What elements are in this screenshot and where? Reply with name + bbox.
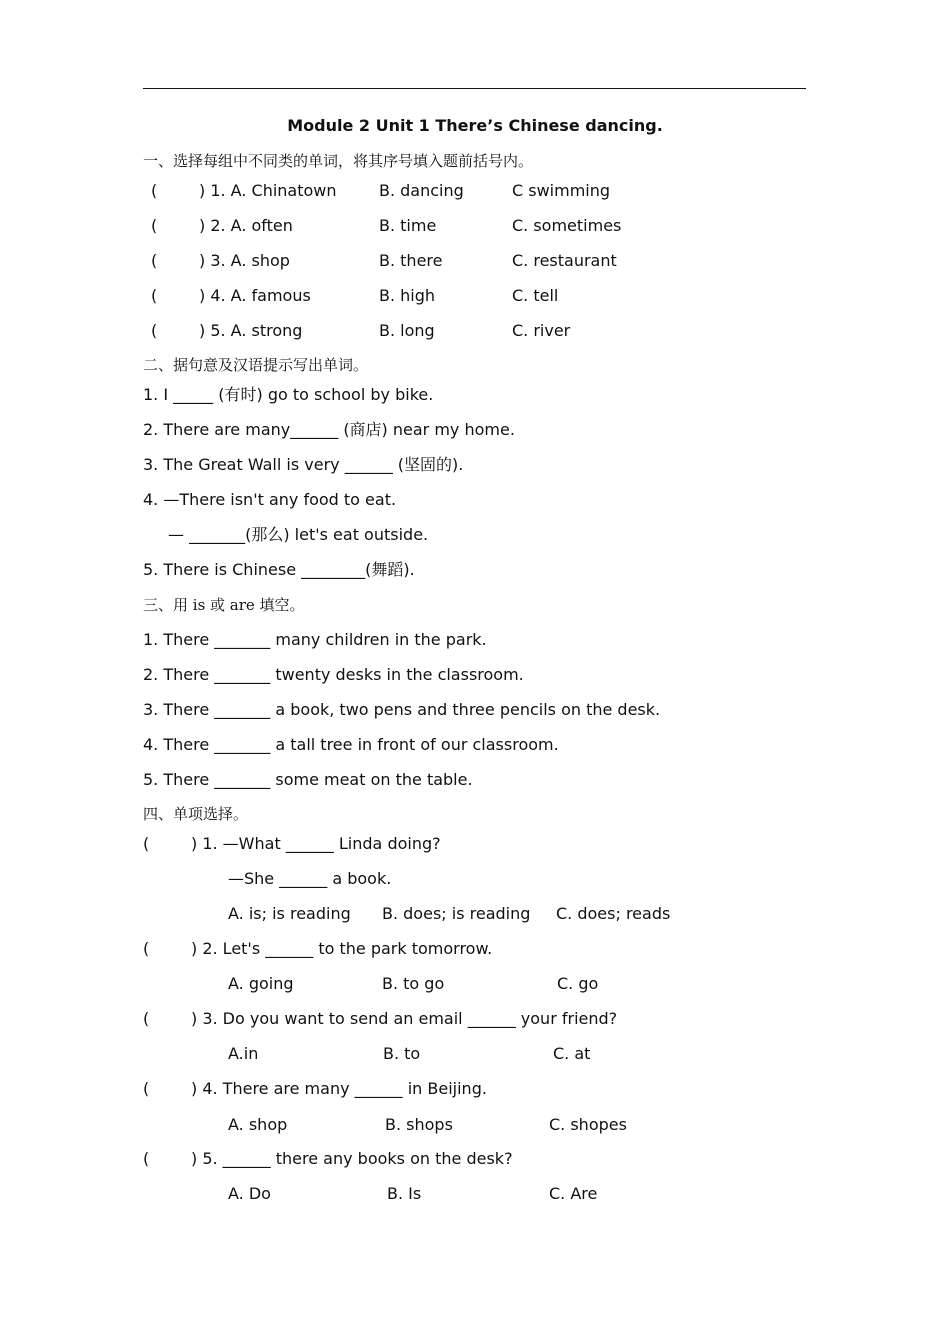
s1-q4-option-c: C. tell [512,286,559,305]
s1-q4-stem: ) 4. A. famous [199,286,311,305]
s1-q4-paren: ( [151,286,158,305]
s4-q4-option-a: A. shop [228,1115,288,1134]
s4-q2-option-b: B. to go [382,974,445,993]
s1-q2-stem: ) 2. A. often [199,216,293,235]
s4-q5-option-a: A. Do [228,1184,271,1203]
s2-line-5: 5. There is Chinese ________(舞蹈). [143,560,415,579]
s1-q1-paren: ( [151,181,158,200]
s4-q2-option-c: C. go [557,974,599,993]
s4-q5-stem: ) 5. ______ there any books on the desk? [191,1149,513,1168]
s1-q1-option-b: B. dancing [379,181,464,200]
s1-q5-option-b: B. long [379,321,435,340]
s4-q4-option-c: C. shopes [549,1115,627,1134]
s4-q2-option-a: A. going [228,974,294,993]
s4-q2-stem: ) 2. Let's ______ to the park tomorrow. [191,939,493,958]
s1-q1-stem: ) 1. A. Chinatown [199,181,337,200]
header-rule [143,88,806,89]
s1-q3-paren: ( [151,251,158,270]
s4-q3-option-c: C. at [553,1044,591,1063]
s1-q5-paren: ( [151,321,158,340]
s4-q1-option-a: A. is; is reading [228,904,351,923]
s4-q3-paren: ( [143,1009,150,1028]
s4-q5-paren: ( [143,1149,150,1168]
s4-q4-paren: ( [143,1079,150,1098]
s4-q1-stem2: —She ______ a book. [228,869,392,888]
s4-q5-option-c: C. Are [549,1184,598,1203]
s3-line-4: 4. There _______ a tall tree in front of our classroom. [143,735,559,754]
s4-q3-option-a: A.in [228,1044,259,1063]
s4-q2-paren: ( [143,939,150,958]
s1-q3-option-b: B. there [379,251,443,270]
s4-q4-stem: ) 4. There are many ______ in Beijing. [191,1079,487,1098]
s3-line-3: 3. There _______ a book, two pens and three pencils on the desk. [143,700,661,719]
s4-q1-stem: ) 1. —What ______ Linda doing? [191,834,441,853]
s1-q1-option-c: C swimming [512,181,611,200]
s1-q5-stem: ) 5. A. strong [199,321,303,340]
s1-q4-option-b: B. high [379,286,436,305]
s2-line-2: 2. There are many______ (商店) near my home. [143,420,515,439]
s2-line-4-reply: — _______(那么) let's eat outside. [168,525,429,544]
section3-heading: 三、用 is 或 are 填空。 [143,596,305,614]
s3-line-5: 5. There _______ some meat on the table. [143,770,473,789]
section2-heading: 二、据句意及汉语提示写出单词。 [143,356,369,374]
s4-q1-option-c: C. does; reads [556,904,671,923]
section1-heading: 一、选择每组中不同类的单词，将其序号填入题前括号内。 [143,152,534,170]
s4-q1-paren: ( [143,834,150,853]
s2-line-4: 4. —There isn't any food to eat. [143,490,397,509]
s1-q2-option-b: B. time [379,216,437,235]
section4-heading: 四、单项选择。 [143,805,249,823]
s3-line-1: 1. There _______ many children in the park. [143,630,487,649]
s3-line-2: 2. There _______ twenty desks in the classroom. [143,665,524,684]
s1-q3-option-c: C. restaurant [512,251,617,270]
s1-q2-paren: ( [151,216,158,235]
s4-q5-option-b: B. Is [387,1184,422,1203]
s4-q3-stem: ) 3. Do you want to send an email ______ your friend? [191,1009,618,1028]
s4-q4-option-b: B. shops [385,1115,453,1134]
s4-q3-option-b: B. to [383,1044,421,1063]
s2-line-1: 1. I _____ (有时) go to school by bike. [143,385,434,404]
s2-line-3: 3. The Great Wall is very ______ (坚固的). [143,455,464,474]
s1-q2-option-c: C. sometimes [512,216,622,235]
s1-q3-stem: ) 3. A. shop [199,251,290,270]
page-title: Module 2 Unit 1 There’s Chinese dancing. [287,116,663,135]
s4-q1-option-b: B. does; is reading [382,904,531,923]
s1-q5-option-c: C. river [512,321,571,340]
